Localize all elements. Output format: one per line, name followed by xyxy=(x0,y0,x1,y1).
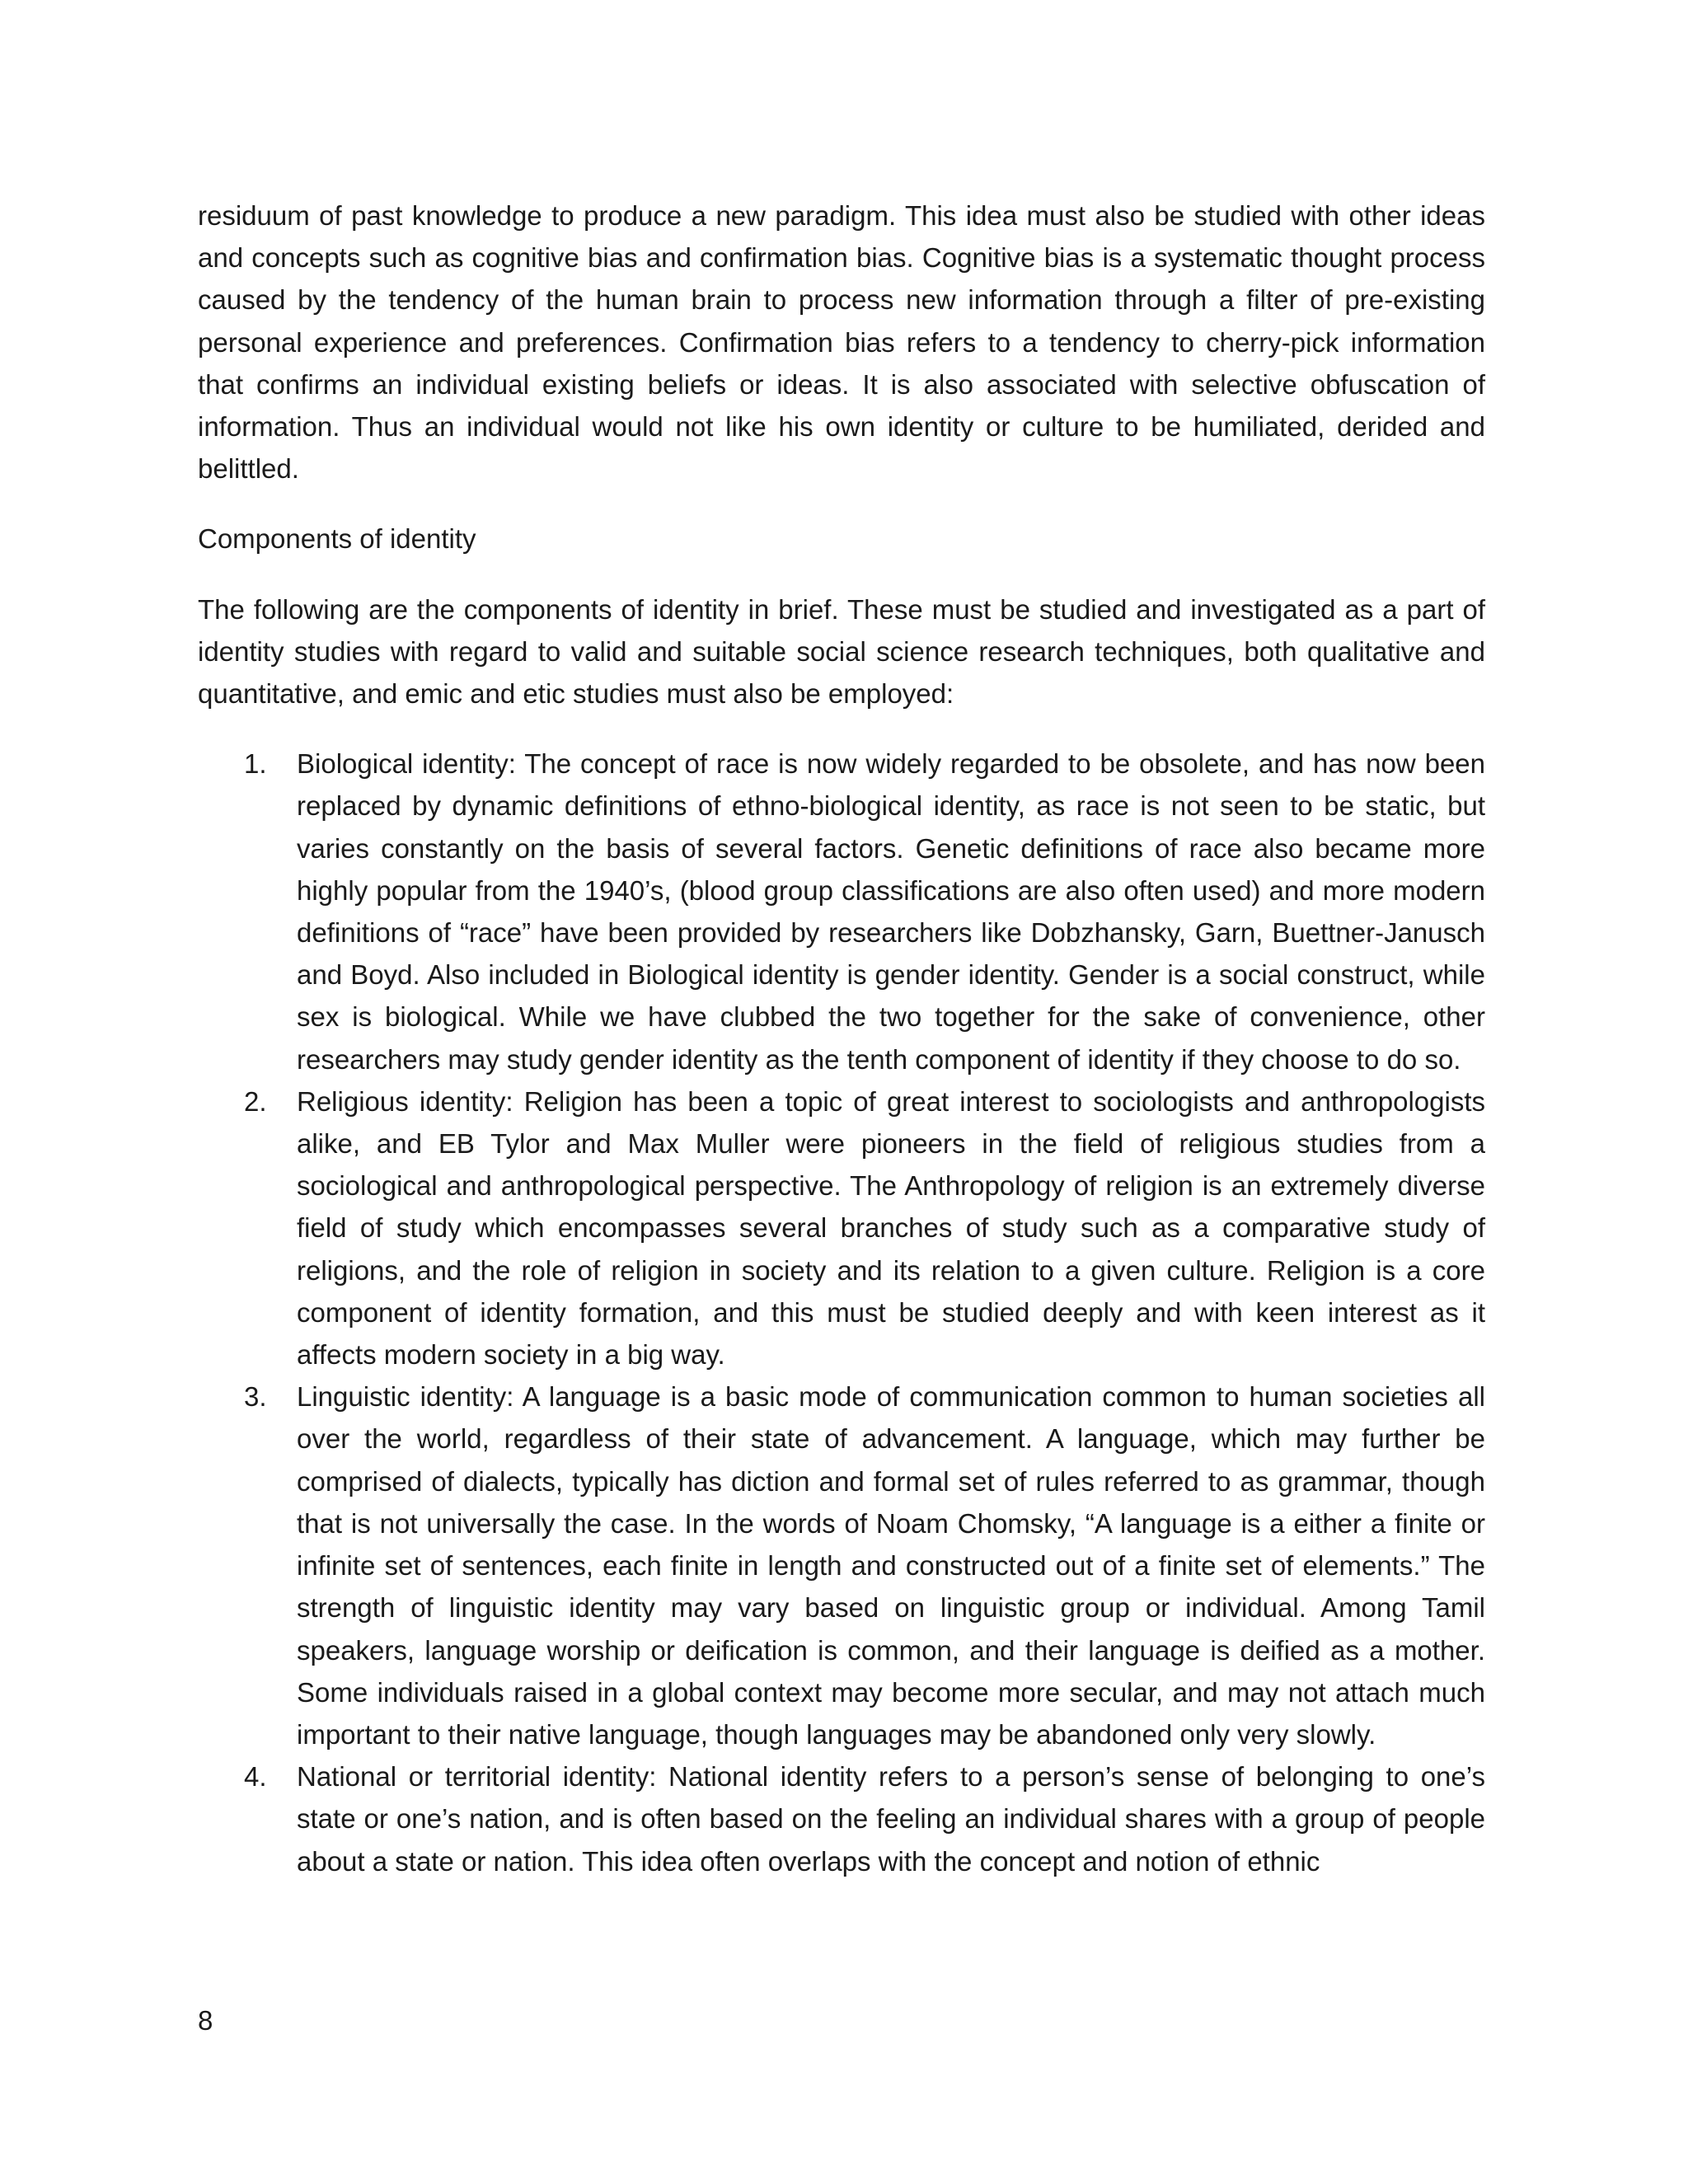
section-heading: Components of identity xyxy=(198,523,476,555)
list-item-number: 1. xyxy=(244,748,267,780)
list-item xyxy=(198,1755,1485,1882)
list-item-number: 3. xyxy=(244,1381,267,1413)
page-body xyxy=(198,194,1485,1882)
list-item-text: Religious identity: Religion has been a topic of great interest to sociologists and anthropologists alike, and EB Tylor and Max Muller were pioneers in the field of religious studies from a sociological and anthropological perspective. The Anthropology of religion is an extremely diverse field of study which encompasses several branches of study such as a comparative study of religions, and the role of religion in society and its relation to a given culture. Religion is a core component of identity formation, and this must be studied deeply and with keen interest as it affects modern society in a big way. xyxy=(297,1085,1485,1371)
page-number: 8 xyxy=(198,2005,213,2036)
list-item-text: National or territorial identity: National identity refers to a person’s sense of belonging to one’s state or one’s nation, and is often based on the feeling an individual shares with a group of people about a state or nation. This idea often overlaps with the concept and notion of ethnic xyxy=(297,1761,1485,1877)
list-item-text: Biological identity: The concept of race is now widely regarded to be obsolete, and has now been replaced by dynamic definitions of ethno-biological identity, as race is not seen to be static, but varies constantly on the basis of several factors. Genetic definitions of race also became more highly popular from the 1940’s, (blood group classifications are also often used) and more modern definitions of “race” have been provided by researchers like Dobzhansky, Garn, Buettner-Janusch and Boyd. Also included in Biological identity is gender identity. Gender is a social construct, while sex is biological. While we have clubbed the two together for the sake of convenience, other researchers may study gender identity as the tenth component of identity if they choose to do so. xyxy=(297,748,1485,1075)
list-item-text: Linguistic identity: A language is a basic mode of communication common to human societies all over the world, regardless of their state of advancement. A language, which may further be comprised of dialects, typically has diction and formal set of rules referred to as grammar, though that is not universally the case. In the words of Noam Chomsky, “A language is a either a finite or infinite set of sentences, each finite in length and constructed out of a finite set of elements.” The strength of linguistic identity may vary based on linguistic group or individual. Among Tamil speakers, language worship or deification is common, and their language is deified as a mother. Some individuals raised in a global context may become more secular, and may not attach much important to their native language, though languages may be abandoned only very slowly. xyxy=(297,1381,1485,1750)
components-list xyxy=(198,743,1485,1882)
list-item xyxy=(198,743,1485,1080)
intro-paragraph: residuum of past knowledge to produce a new paradigm. This idea must also be studied with other ideas and concepts such as cognitive bias and confirmation bias. Cognitive bias is a systematic thought process caused by the tendency of the human brain to process new information through a filter of pre-existing personal experience and preferences. Confirmation bias refers to a tendency to cherry-pick information that confirms an individual existing beliefs or ideas. It is also associated with selective obfuscation of information. Thus an individual would not like his own identity or culture to be humiliated, derided and belittled. xyxy=(198,200,1485,485)
list-item-number: 2. xyxy=(244,1085,267,1117)
list-item xyxy=(198,1376,1485,1755)
list-item xyxy=(198,1080,1485,1376)
list-item-number: 4. xyxy=(244,1761,267,1793)
lead-paragraph: The following are the components of identity in brief. These must be studied and investigated as a part of identity studies with regard to valid and suitable social science research techniques, both qualitative and quantitative, and emic and etic studies must also be employed: xyxy=(198,593,1485,710)
